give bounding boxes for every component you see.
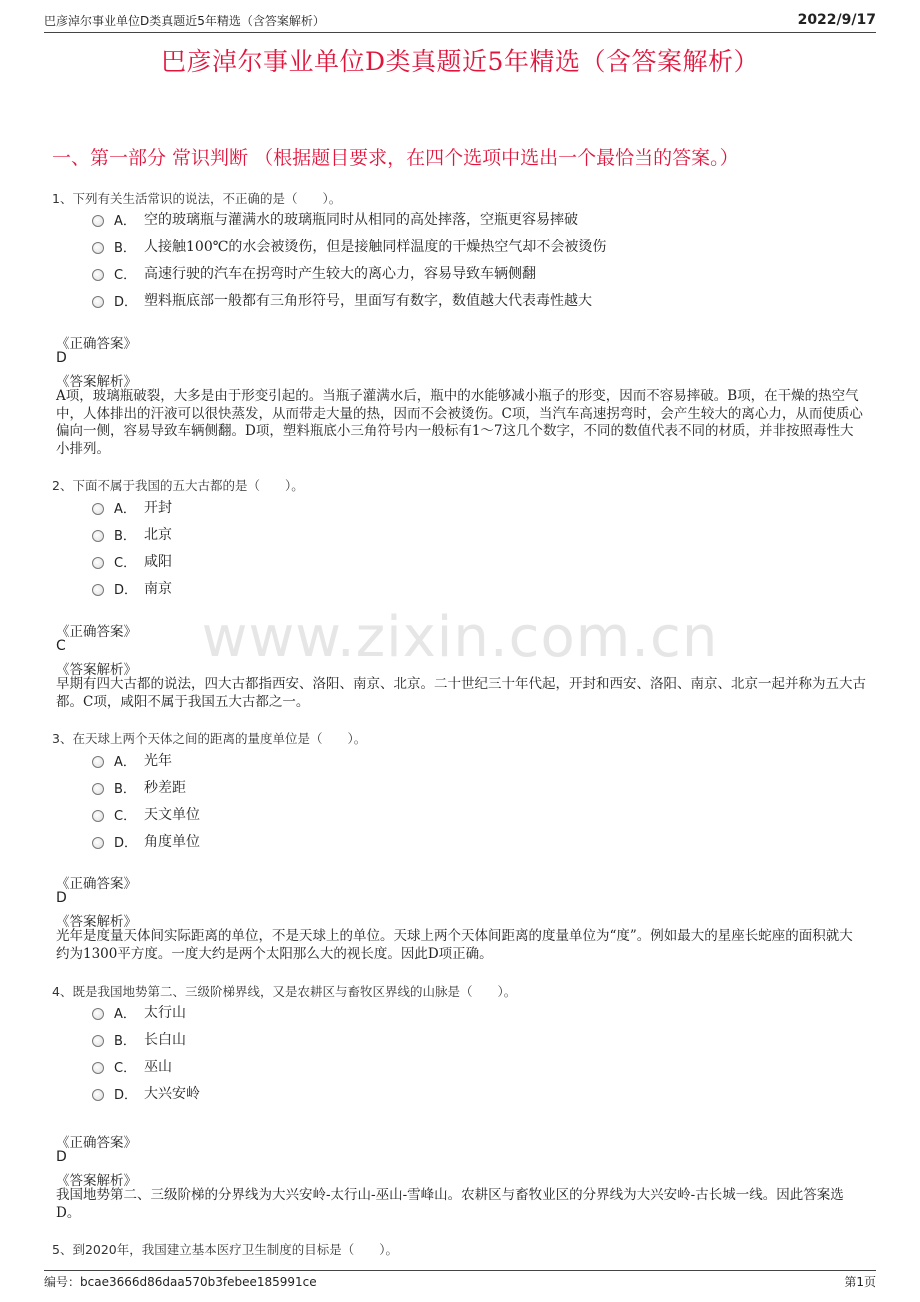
radio-icon[interactable] — [92, 584, 104, 596]
correct-answer-3: D — [56, 890, 67, 906]
radio-icon[interactable] — [92, 1062, 104, 1074]
correct-answer-label: 《正确答案》 — [56, 624, 137, 640]
option-1a[interactable]: A． 空的玻璃瓶与灌满水的玻璃瓶同时从相同的高处摔落，空瓶更容易摔破 — [92, 209, 578, 229]
explanation-3: 光年是度量天体间实际距离的单位，不是天球上的单位。天球上两个天体间距离的度量单位为“度”。例如最大的星座长蛇座的面积就大约为1300平方度。一度大约是两个太阳那么大的视长度。因此D项正确。 — [56, 928, 853, 962]
radio-icon[interactable] — [92, 1035, 104, 1047]
option-3d[interactable]: D． 角度单位 — [92, 831, 200, 851]
watermark: www.zixin.com.cn — [201, 605, 719, 670]
header-date: 2022/9/17 — [797, 12, 876, 28]
option-2a[interactable]: A． 开封 — [92, 497, 172, 517]
question-4: 4、既是我国地势第二、三级阶梯界线，又是农耕区与畜牧区界线的山脉是（ ）。 — [52, 984, 517, 999]
correct-answer-label: 《正确答案》 — [56, 876, 137, 892]
option-3c[interactable]: C． 天文单位 — [92, 804, 200, 824]
question-1: 1、下列有关生活常识的说法，不正确的是（ ）。 — [52, 191, 342, 206]
radio-icon[interactable] — [92, 1008, 104, 1020]
radio-icon[interactable] — [92, 837, 104, 849]
footer-page-number: 第1页 — [844, 1275, 876, 1289]
option-2d[interactable]: D． 南京 — [92, 578, 172, 598]
option-4c[interactable]: C． 巫山 — [92, 1056, 172, 1076]
explanation-4: 我国地势第二、三级阶梯的分界线为大兴安岭-太行山-巫山-雪峰山。农耕区与畜牧业区的分界线为大兴安岭-古长城一线。因此答案选D。 — [56, 1187, 844, 1221]
radio-icon[interactable] — [92, 530, 104, 542]
correct-answer-1: D — [56, 350, 67, 366]
header-doc-title: 巴彦淖尔事业单位D类真题近5年精选（含答案解析） — [44, 14, 325, 28]
option-3b[interactable]: B． 秒差距 — [92, 777, 186, 797]
option-4b[interactable]: B． 长白山 — [92, 1029, 186, 1049]
footer-code: 编号：bcae3666d86daa570b3febee185991ce — [44, 1275, 317, 1289]
option-3a[interactable]: A． 光年 — [92, 750, 172, 770]
analysis-label: 《答案解析》 — [56, 1173, 137, 1189]
radio-icon[interactable] — [92, 215, 104, 227]
option-4d[interactable]: D． 大兴安岭 — [92, 1083, 200, 1103]
option-2b[interactable]: B． 北京 — [92, 524, 172, 544]
radio-icon[interactable] — [92, 296, 104, 308]
question-3: 3、在天球上两个天体之间的距离的量度单位是（ ）。 — [52, 731, 367, 746]
option-4a[interactable]: A． 太行山 — [92, 1002, 186, 1022]
document-title: 巴彦淖尔事业单位D类真题近5年精选（含答案解析） — [161, 47, 759, 76]
option-2c[interactable]: C． 咸阳 — [92, 551, 172, 571]
correct-answer-2: C — [56, 638, 66, 654]
page-footer — [44, 1270, 876, 1291]
analysis-label: 《答案解析》 — [56, 662, 137, 678]
option-1b[interactable]: B． 人接触100℃的水会被烫伤，但是接触同样温度的干燥热空气却不会被烫伤 — [92, 236, 606, 256]
option-1c[interactable]: C． 高速行驶的汽车在拐弯时产生较大的离心力，容易导致车辆侧翻 — [92, 263, 536, 283]
question-5: 5、到2020年，我国建立基本医疗卫生制度的目标是（ ）。 — [52, 1242, 399, 1257]
explanation-1: A项，玻璃瓶破裂，大多是由于形变引起的。当瓶子灌满水后，瓶中的水能够减小瓶子的形变，因而不容易摔破。B项，在干燥的热空气中，人体排出的汗液可以很快蒸发，从而带走大量的热，因而不会被烫伤。C项，当汽车高速拐弯时，会产生较大的离心力，从而使质心偏向一侧，容易导致车辆侧翻。D项，塑料瓶底小三角符号内一般标有1～7这几个数字，不同的数值代表不同的材质，并非按照毒性大小排列。 — [56, 388, 863, 457]
correct-answer-label: 《正确答案》 — [56, 336, 137, 352]
explanation-2: 早期有四大古都的说法，四大古都指西安、洛阳、南京、北京。二十世纪三十年代起，开封和西安、洛阳、南京、北京一起并称为五大古都。C项，咸阳不属于我国五大古都之一。 — [56, 676, 866, 710]
radio-icon[interactable] — [92, 269, 104, 281]
correct-answer-4: D — [56, 1149, 67, 1165]
radio-icon[interactable] — [92, 756, 104, 768]
radio-icon[interactable] — [92, 810, 104, 822]
correct-answer-label: 《正确答案》 — [56, 1135, 137, 1151]
question-2: 2、下面不属于我国的五大古都的是（ ）。 — [52, 478, 304, 493]
radio-icon[interactable] — [92, 557, 104, 569]
analysis-label: 《答案解析》 — [56, 914, 137, 930]
page-header — [44, 12, 876, 33]
section-heading: 一、第一部分 常识判断 （根据题目要求，在四个选项中选出一个最恰当的答案。） — [52, 147, 739, 169]
radio-icon[interactable] — [92, 783, 104, 795]
radio-icon[interactable] — [92, 242, 104, 254]
radio-icon[interactable] — [92, 1089, 104, 1101]
analysis-label: 《答案解析》 — [56, 374, 137, 390]
radio-icon[interactable] — [92, 503, 104, 515]
option-1d[interactable]: D． 塑料瓶底部一般都有三角形符号，里面写有数字，数值越大代表毒性越大 — [92, 290, 592, 310]
